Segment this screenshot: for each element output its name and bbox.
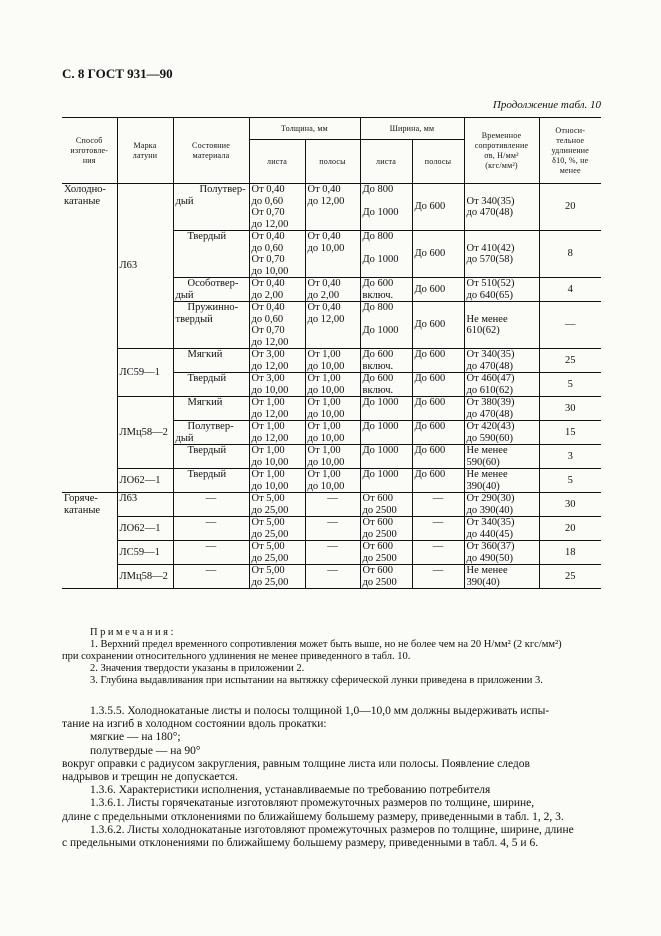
- header-width-strip: полосы: [412, 140, 464, 184]
- thickness-strip-cell: —: [305, 493, 360, 517]
- width-sheet-cell: От 600 до 2500: [360, 517, 412, 541]
- header-method: Способ изготовле- ния: [62, 118, 117, 184]
- header-thickness-strip: полосы: [305, 140, 360, 184]
- width-strip-cell: —: [412, 541, 464, 565]
- state-cell: Мягкий: [173, 349, 249, 373]
- paragraph-cont: длине с предельными отклонениями по ближайшему большему размеру, приведенными в табл. 1, 2, 3.: [62, 810, 564, 823]
- thickness-sheet-cell: От 1,00 до 10,00: [249, 445, 305, 469]
- table-continuation-label: Продолжение табл. 10: [492, 99, 601, 111]
- header-strength: Временное сопротивление σв, Н/мм² (кгс/мм²): [464, 118, 539, 184]
- strength-cell: От 460(47) до 610(62): [464, 373, 539, 397]
- table-row: [62, 397, 601, 421]
- thickness-strip-cell: От 1,00 до 10,00: [305, 421, 360, 445]
- table-row: [62, 565, 601, 589]
- thickness-sheet-cell: От 0,40 до 2,00: [249, 278, 305, 302]
- table-row: [62, 184, 601, 231]
- paragraph: полутвердые — на 90°: [90, 744, 201, 757]
- header-brand: Марка латуни: [117, 118, 173, 184]
- state-cell: Мягкий: [173, 397, 249, 421]
- strength-cell: Не менее 590(60): [464, 445, 539, 469]
- width-sheet-cell: До 800 До 1000: [360, 231, 412, 278]
- width-strip-cell: До 600: [412, 302, 464, 349]
- width-sheet-cell: До 800 До 1000: [360, 302, 412, 349]
- table-row: [62, 517, 601, 541]
- strength-cell: От 380(39) до 470(48): [464, 397, 539, 421]
- state-cell: Твердый: [173, 445, 249, 469]
- brand-cell: ЛС59—1: [117, 349, 173, 397]
- paragraph-cont: с предельными отклонениями по ближайшему большему размеру, приведенными в табл. 4, 5 и 6.: [62, 837, 539, 850]
- thickness-sheet-cell: От 1,00 до 12,00: [249, 421, 305, 445]
- thickness-strip-cell: От 1,00 до 10,00: [305, 469, 360, 493]
- width-sheet-cell: От 600 до 2500: [360, 493, 412, 517]
- width-strip-cell: До 600: [412, 397, 464, 421]
- strength-cell: Не менее 610(62): [464, 302, 539, 349]
- elongation-cell: 8: [539, 231, 601, 278]
- thickness-sheet-cell: От 5,00 до 25,00: [249, 565, 305, 589]
- elongation-cell: 25: [539, 349, 601, 373]
- header-elongation: Относи- тельное удлинение δ10, %, не менее: [539, 118, 601, 184]
- paragraph: 1.3.5.5. Холоднокатаные листы и полосы толщиной 1,0—10,0 мм должны выдерживать испы-: [90, 705, 550, 717]
- strength-cell: От 340(35) до 440(45): [464, 517, 539, 541]
- thickness-sheet-cell: От 5,00 до 25,00: [249, 517, 305, 541]
- width-sheet-cell: До 600 включ.: [360, 373, 412, 397]
- paragraph: вокруг оправки с радиусом закругления, равным толщине листа или полосы. Появление следов: [62, 757, 530, 770]
- strength-cell: От 290(30) до 390(40): [464, 493, 539, 517]
- width-strip-cell: До 600: [412, 445, 464, 469]
- properties-table: [62, 117, 601, 589]
- paragraph: мягкие — на 180°;: [90, 731, 181, 744]
- page-title: С. 8 ГОСТ 931—90: [62, 66, 173, 81]
- width-sheet-cell: От 600 до 2500: [360, 541, 412, 565]
- brand-cell: ЛО62—1: [117, 517, 173, 541]
- body-text: [62, 705, 602, 850]
- elongation-cell: 5: [539, 373, 601, 397]
- thickness-strip-cell: —: [305, 565, 360, 589]
- thickness-strip-cell: —: [305, 517, 360, 541]
- header-state: Состояние материала: [173, 118, 249, 184]
- header-width: Ширина, мм: [360, 118, 464, 140]
- width-strip-cell: —: [412, 493, 464, 517]
- strength-cell: От 360(37) до 490(50): [464, 541, 539, 565]
- thickness-sheet-cell: От 5,00 до 25,00: [249, 541, 305, 565]
- elongation-cell: 15: [539, 421, 601, 445]
- state-cell: —: [173, 493, 249, 517]
- width-strip-cell: До 600: [412, 421, 464, 445]
- state-cell: Твердый: [173, 469, 249, 493]
- paragraph-cont: надрывов и трещин не допускается.: [62, 771, 238, 784]
- thickness-sheet-cell: От 1,00 до 10,00: [249, 469, 305, 493]
- brand-cell: ЛС59—1: [117, 541, 173, 565]
- state-cell: Пружинно- твердый: [173, 302, 249, 349]
- header-thickness: Толщина, мм: [249, 118, 360, 140]
- thickness-sheet-cell: От 0,40 до 0,60 От 0,70 до 10,00: [249, 231, 305, 278]
- strength-cell: От 340(35) до 470(48): [464, 184, 539, 231]
- state-cell: Твердый: [173, 231, 249, 278]
- thickness-sheet-cell: От 0,40 до 0,60 От 0,70 до 12,00: [249, 302, 305, 349]
- strength-cell: Не менее 390(40): [464, 469, 539, 493]
- elongation-cell: —: [539, 302, 601, 349]
- table-row: [62, 349, 601, 373]
- elongation-cell: 30: [539, 397, 601, 421]
- brand-cell: Л63: [117, 493, 173, 517]
- width-sheet-cell: До 1000: [360, 445, 412, 469]
- thickness-strip-cell: От 1,00 до 10,00: [305, 373, 360, 397]
- method-hot: Горяче- катаные: [62, 493, 117, 589]
- thickness-strip-cell: От 0,40 до 2,00: [305, 278, 360, 302]
- brand-cell: ЛМц58—2: [117, 565, 173, 589]
- thickness-sheet-cell: От 3,00 до 10,00: [249, 373, 305, 397]
- state-cell: —: [173, 541, 249, 565]
- state-cell: —: [173, 565, 249, 589]
- header-width-sheet: листа: [360, 140, 412, 184]
- width-strip-cell: До 600: [412, 278, 464, 302]
- table-row: [62, 493, 601, 517]
- width-sheet-cell: До 800 До 1000: [360, 184, 412, 231]
- strength-cell: Не менее 390(40): [464, 565, 539, 589]
- strength-cell: От 410(42) до 570(58): [464, 231, 539, 278]
- note-3: 3. Глубина выдавливания при испытании на вытяжку сферической лунки приведена в приложении 3.: [90, 675, 543, 686]
- thickness-sheet-cell: От 3,00 до 12,00: [249, 349, 305, 373]
- thickness-strip-cell: От 0,40 до 12,00: [305, 184, 360, 231]
- width-strip-cell: —: [412, 565, 464, 589]
- state-cell: —: [173, 517, 249, 541]
- width-strip-cell: —: [412, 517, 464, 541]
- elongation-cell: 30: [539, 493, 601, 517]
- table-row: [62, 469, 601, 493]
- thickness-strip-cell: От 0,40 до 12,00: [305, 302, 360, 349]
- thickness-strip-cell: От 0,40 до 10,00: [305, 231, 360, 278]
- table-notes: [62, 627, 602, 687]
- thickness-strip-cell: От 1,00 до 10,00: [305, 397, 360, 421]
- paragraph: 1.3.6. Характеристики исполнения, устанавливаемые по требованию потребителя: [90, 784, 491, 797]
- brand-cell: ЛО62—1: [117, 469, 173, 493]
- elongation-cell: 20: [539, 517, 601, 541]
- width-sheet-cell: До 1000: [360, 397, 412, 421]
- thickness-strip-cell: —: [305, 541, 360, 565]
- thickness-sheet-cell: От 0,40 до 0,60 От 0,70 до 12,00: [249, 184, 305, 231]
- width-strip-cell: До 600: [412, 231, 464, 278]
- elongation-cell: 20: [539, 184, 601, 231]
- header-thickness-sheet: листа: [249, 140, 305, 184]
- state-cell: Твердый: [173, 373, 249, 397]
- thickness-sheet-cell: От 5,00 до 25,00: [249, 493, 305, 517]
- paragraph-cont: тание на изгиб в холодном состоянии вдоль прокатки:: [62, 718, 327, 731]
- elongation-cell: 18: [539, 541, 601, 565]
- note-1-cont: при сохранении относительного удлинения не менее приведенного в табл. 10.: [62, 651, 411, 662]
- thickness-sheet-cell: От 1,00 до 12,00: [249, 397, 305, 421]
- strength-cell: От 510(52) до 640(65): [464, 278, 539, 302]
- table-row: [62, 541, 601, 565]
- width-strip-cell: До 600: [412, 184, 464, 231]
- state-cell: Полутвер- дый: [173, 421, 249, 445]
- thickness-strip-cell: От 1,00 до 10,00: [305, 445, 360, 469]
- width-sheet-cell: До 1000: [360, 421, 412, 445]
- elongation-cell: 25: [539, 565, 601, 589]
- strength-cell: От 420(43) до 590(60): [464, 421, 539, 445]
- paragraph: 1.3.6.1. Листы горячекатаные изготовляют промежуточных размеров по толщине, ширине,: [90, 797, 535, 810]
- elongation-cell: 3: [539, 445, 601, 469]
- notes-heading: Примечания:: [90, 627, 176, 638]
- note-2: 2. Значения твердости указаны в приложении 2.: [90, 663, 305, 674]
- width-sheet-cell: До 1000: [360, 469, 412, 493]
- width-sheet-cell: До 600 включ.: [360, 278, 412, 302]
- width-strip-cell: До 600: [412, 469, 464, 493]
- state-cell: Полутвер- дый: [173, 184, 249, 231]
- width-sheet-cell: До 600 включ.: [360, 349, 412, 373]
- brand-cell: Л63: [117, 184, 173, 349]
- state-cell: Особотвер- дый: [173, 278, 249, 302]
- method-cold: Холодно- катаные: [62, 184, 117, 493]
- elongation-cell: 4: [539, 278, 601, 302]
- width-sheet-cell: От 600 до 2500: [360, 565, 412, 589]
- paragraph: 1.3.6.2. Листы холоднокатаные изготовляют промежуточных размеров по толщине, ширине, длине: [90, 823, 574, 836]
- thickness-strip-cell: От 1,00 до 10,00: [305, 349, 360, 373]
- note-1: 1. Верхний предел временного сопротивления может быть выше, но не более чем на 20 Н/мм² (2 кгс/мм²): [90, 639, 562, 650]
- strength-cell: От 340(35) до 470(48): [464, 349, 539, 373]
- elongation-cell: 5: [539, 469, 601, 493]
- width-strip-cell: До 600: [412, 373, 464, 397]
- brand-cell: ЛМц58—2: [117, 397, 173, 469]
- width-strip-cell: До 600: [412, 349, 464, 373]
